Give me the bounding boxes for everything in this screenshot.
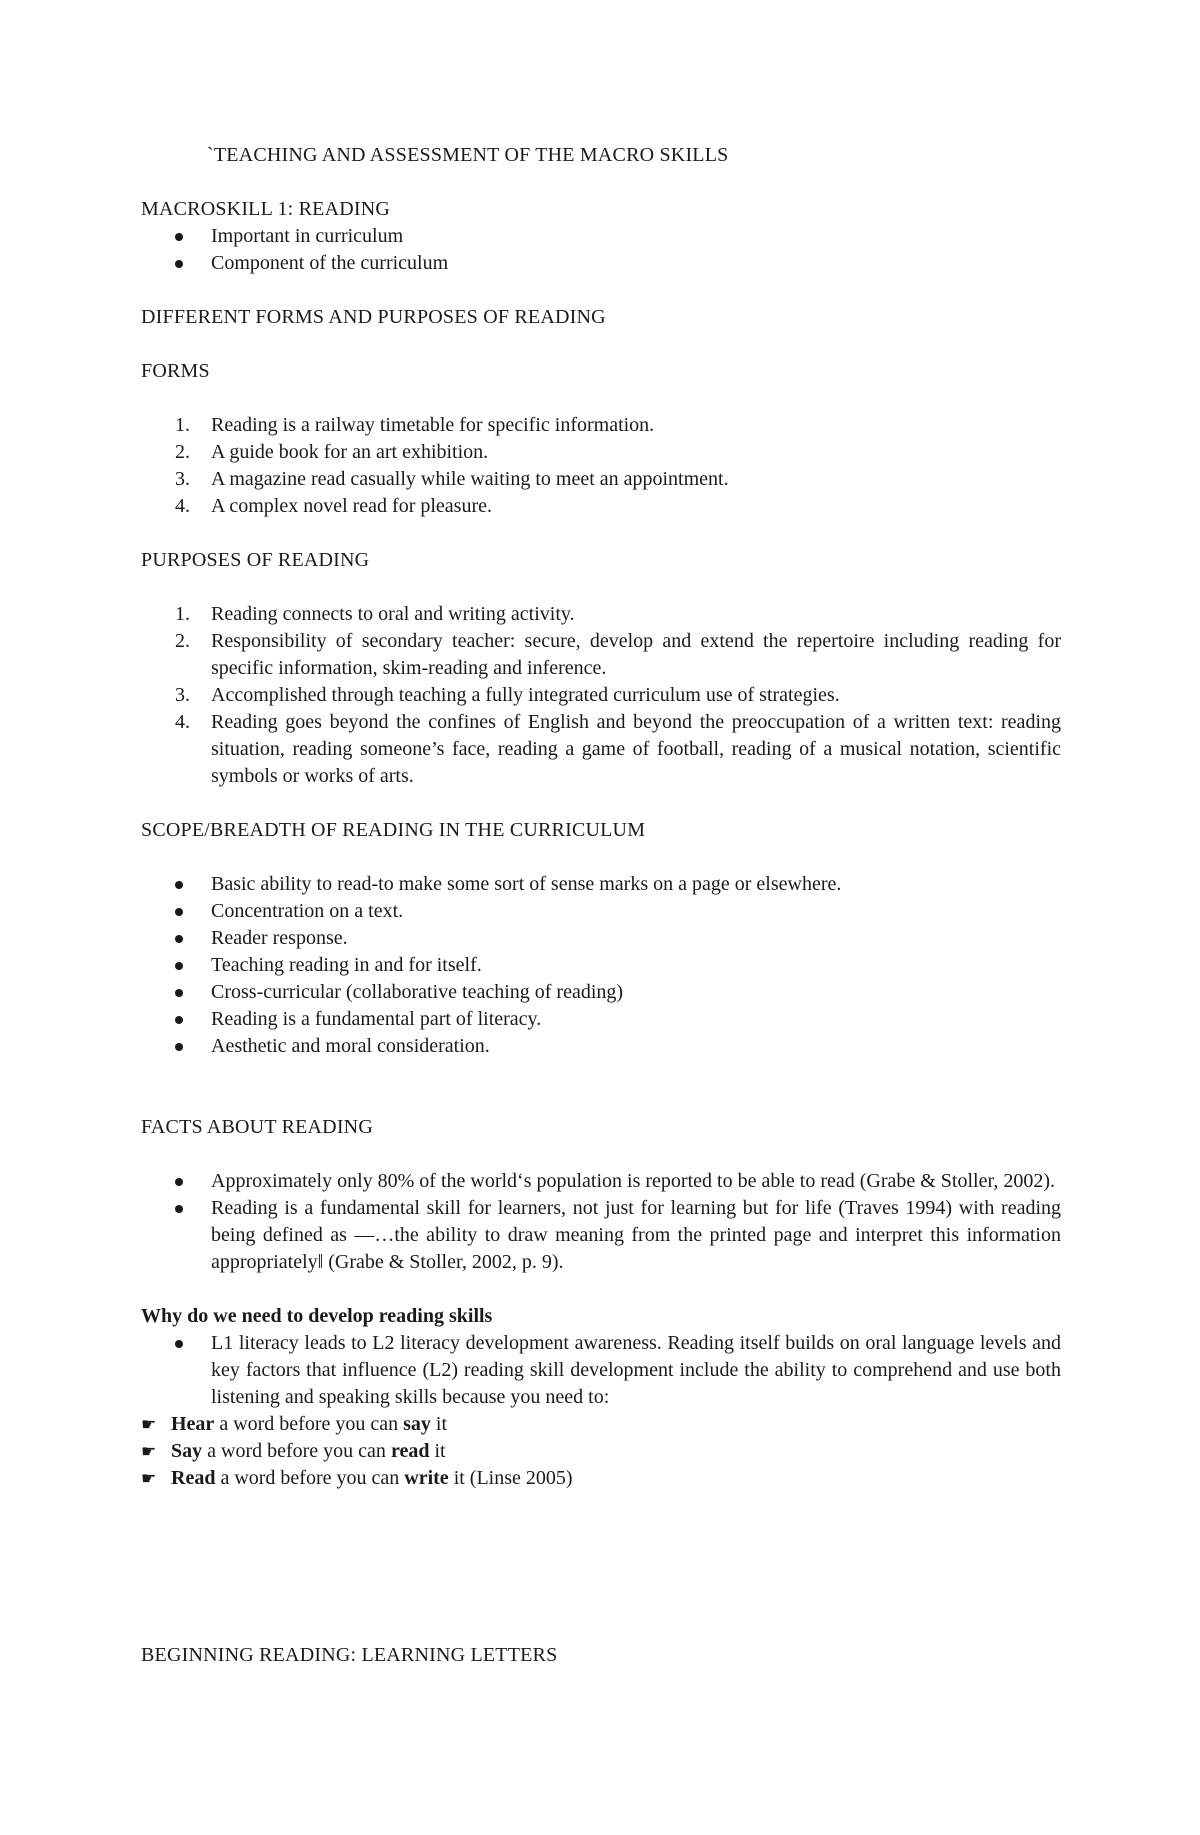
list-item xyxy=(141,412,1061,439)
macroskill-list xyxy=(141,223,1061,277)
pointing-hand-icon: ☛ xyxy=(141,1469,157,1488)
list-item: Important in curriculum xyxy=(141,223,1061,250)
item-number: 3. xyxy=(175,684,190,706)
list-item: Basic ability to read-to make some sort of sense marks on a page or elsewhere. xyxy=(141,871,1061,898)
item-number: 4. xyxy=(175,711,190,733)
list-item: Cross-curricular (collaborative teaching of reading) xyxy=(141,979,1061,1006)
list-item: Component of the curriculum xyxy=(141,250,1061,277)
item-number: 2. xyxy=(175,630,190,652)
line-text: a word before you can xyxy=(214,1413,404,1435)
pointing-hand-icon: ☛ xyxy=(141,1442,157,1461)
list-item: Reader response. xyxy=(141,925,1061,952)
document-title: `TEACHING AND ASSESSMENT OF THE MACRO SKILLS xyxy=(207,144,729,166)
facts-list xyxy=(141,1168,1061,1276)
bold-word: Read xyxy=(171,1467,216,1489)
item-text: A complex novel read for pleasure. xyxy=(211,495,493,517)
purposes-list xyxy=(141,601,1061,790)
why-list xyxy=(141,1330,1061,1411)
list-item xyxy=(141,709,1061,790)
line-text: it xyxy=(429,1440,446,1462)
bold-word: read xyxy=(390,1440,430,1462)
list-item xyxy=(141,493,1061,520)
list-item xyxy=(141,466,1061,493)
hand-list-item xyxy=(141,1411,1061,1438)
why-heading: Why do we need to develop reading skills xyxy=(141,1305,493,1327)
item-number: 3. xyxy=(175,468,190,490)
list-item: Aesthetic and moral consideration. xyxy=(141,1033,1061,1060)
pointing-hand-icon: ☛ xyxy=(141,1415,157,1434)
purposes-heading: PURPOSES OF READING xyxy=(141,549,370,571)
bold-word: write xyxy=(404,1467,449,1489)
list-item xyxy=(141,682,1061,709)
hand-list-item xyxy=(141,1438,1061,1465)
list-item: L1 literacy leads to L2 literacy development awareness. Reading itself builds on oral language levels and key factors that influence (L2) reading skill development include the ability to comprehend and use both listening and speaking skills because you need to: xyxy=(141,1330,1061,1411)
list-item: Approximately only 80% of the world‘s population is reported to be able to read (Grabe & Stoller, 2002). xyxy=(141,1168,1061,1195)
line-text: a word before you can xyxy=(202,1440,391,1462)
item-text: Reading is a railway timetable for specific information. xyxy=(211,414,655,436)
list-item xyxy=(141,601,1061,628)
item-number: 1. xyxy=(175,414,190,436)
list-item: Reading is a fundamental part of literacy. xyxy=(141,1006,1061,1033)
list-item: Teaching reading in and for itself. xyxy=(141,952,1061,979)
item-number: 2. xyxy=(175,441,190,463)
line-text: it xyxy=(430,1413,448,1435)
forms-purposes-heading: DIFFERENT FORMS AND PURPOSES OF READING xyxy=(141,306,606,328)
bold-word: Say xyxy=(171,1440,203,1462)
item-number: 1. xyxy=(175,603,190,625)
bold-word: Hear xyxy=(171,1413,215,1435)
list-item xyxy=(141,628,1061,682)
item-text: A guide book for an art exhibition. xyxy=(211,441,489,463)
hand-list xyxy=(141,1411,1061,1492)
line-text: a word before you can xyxy=(215,1467,405,1489)
item-text: Reading connects to oral and writing activity. xyxy=(211,603,575,625)
macroskill-heading: MACROSKILL 1: READING xyxy=(141,198,391,220)
document-content xyxy=(141,142,1061,1669)
item-text: Responsibility of secondary teacher: secure, develop and extend the repertoire including reading for specific information, skim-reading and inference. xyxy=(211,630,1061,679)
line-text: it (Linse 2005) xyxy=(448,1467,573,1489)
list-item xyxy=(141,439,1061,466)
bold-word: say xyxy=(403,1413,431,1435)
item-text: Accomplished through teaching a fully integrated curriculum use of strategies. xyxy=(211,684,840,706)
scope-heading: SCOPE/BREADTH OF READING IN THE CURRICULUM xyxy=(141,819,646,841)
item-text: A magazine read casually while waiting to meet an appointment. xyxy=(211,468,729,490)
item-number: 4. xyxy=(175,495,190,517)
hand-list-item xyxy=(141,1465,1061,1492)
facts-heading: FACTS ABOUT READING xyxy=(141,1116,373,1138)
beginning-reading-heading: BEGINNING READING: LEARNING LETTERS xyxy=(141,1644,558,1666)
forms-heading: FORMS xyxy=(141,360,210,382)
list-item: Reading is a fundamental skill for learners, not just for learning but for life (Traves 1994) with reading being defined as ―…the ability to draw meaning from the printed page and interpret this information appropriately‖ (Grabe & Stoller, 2002, p. 9). xyxy=(141,1195,1061,1276)
list-item: Concentration on a text. xyxy=(141,898,1061,925)
scope-list xyxy=(141,871,1061,1060)
item-text: Reading goes beyond the confines of English and beyond the preoccupation of a written text: reading situation, reading someone’s face, reading a game of football, reading of a musical notation, scientific symbols or works of arts. xyxy=(211,711,1061,787)
forms-list xyxy=(141,412,1061,520)
